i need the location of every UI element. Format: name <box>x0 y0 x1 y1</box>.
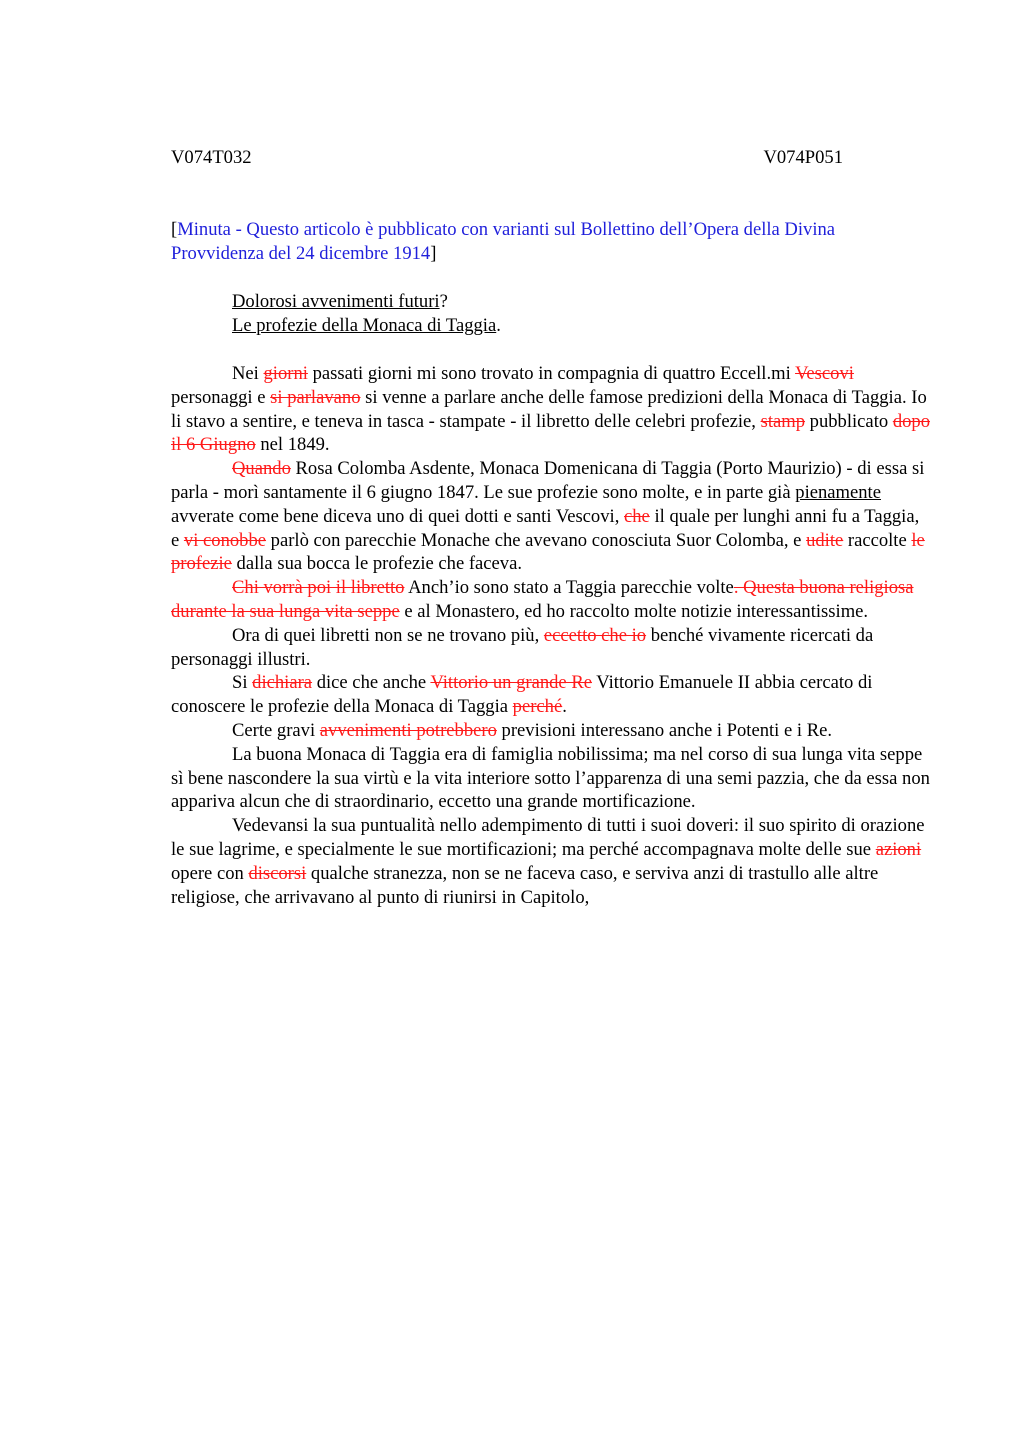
deleted-text: dopo il 6 Giugno <box>171 410 930 456</box>
body-paragraph <box>171 814 931 909</box>
paragraph-text: personaggi e <box>171 386 271 408</box>
paragraph-text: Vittorio Emanuele II abbia cercato di conoscere le profezie della Monaca di Taggia <box>171 672 873 718</box>
title-main-punct: ? <box>439 291 448 312</box>
body-paragraph <box>171 671 931 719</box>
deleted-text: vi conobbe <box>183 529 267 551</box>
paragraph-text: Vedevansi la sua puntualità nello adempimento di tutti i suoi doveri: il suo spirito di orazione le sue lagrime, e specialmente le sue mortificazioni; ma perché accompagnava molte delle sue <box>171 815 925 860</box>
paragraph-text: Ora di quei libretti non se ne trovano più, <box>232 624 544 646</box>
paragraph-text: previsioni interessano anche i Potenti e i Re. <box>496 719 833 741</box>
deleted-text: Vittorio un grande Re <box>430 672 592 694</box>
paragraph-text: parlò con parecchie Monache che avevano conosciuta Suor Colomba, e <box>266 529 807 551</box>
underlined-text: pienamente <box>795 481 881 503</box>
body-paragraph <box>171 719 931 743</box>
document-code-left: V074T032 <box>171 147 252 168</box>
deleted-text: avvenimenti potrebbero <box>319 719 497 741</box>
title-main: Dolorosi avvenimenti futuri <box>232 291 440 312</box>
paragraph-text: raccolte <box>843 529 912 551</box>
deleted-text: che <box>624 505 650 527</box>
paragraph-text: il quale per lunghi anni fu a Taggia, e <box>171 505 920 551</box>
paragraph-text: Si <box>232 672 253 694</box>
paragraph-text: La buona Monaca di Taggia era di famiglia nobilissima; ma nel corso di sua lunga vita seppe sì bene nascondere la sua virtù e la vita interiore sotto l’apparenza di una semi pazzia, che da essa non appariva alcun che di straordinario, eccetto una grande mortificazione. <box>171 743 930 813</box>
paragraph-text: dice che anche <box>312 672 431 694</box>
title-sub-punct: . <box>496 315 501 336</box>
title-sub: Le profezie della Monaca di Taggia <box>232 315 497 336</box>
paragraph-text: opere con <box>171 862 249 884</box>
title-line-2 <box>232 314 501 338</box>
paragraph-text: dalla sua bocca le profezie che faceva. <box>231 553 522 575</box>
paragraph-text: Rosa Colomba Asdente, Monaca Domenicana di Taggia (Porto Maurizio) - di essa si parla - morì santamente il 6 giugno 1847. Le sue profezie sono molte, e in parte già <box>171 458 925 503</box>
paragraph-text: Certe gravi <box>232 719 320 741</box>
deleted-text: Quando <box>232 458 291 480</box>
paragraph-text: Anch’io sono stato a Taggia parecchie volte <box>404 577 734 599</box>
paragraph-text: benché vivamente ricercati da personaggi illustri. <box>171 624 874 670</box>
paragraph-text: qualche stranezza, non se ne faceva caso, e serviva anzi di trastullo alle altre religiose, che arrivavano al punto di riunirsi in Capitolo, <box>171 862 879 908</box>
deleted-text: le profezie <box>171 529 925 575</box>
body-paragraph <box>171 624 931 672</box>
deleted-text: eccetto che io <box>543 624 647 646</box>
deleted-text: Chi vorrà poi il libretto <box>232 577 405 599</box>
note-close-bracket: ] <box>430 243 437 264</box>
note-text: Minuta - Questo articolo è pubblicato con varianti sul Bollettino dell’Opera della Divina Provvidenza del 24 dicembre 1914 <box>171 219 836 264</box>
body-paragraph <box>171 743 931 814</box>
deleted-text: si parlavano <box>270 386 361 408</box>
article-body <box>171 362 931 909</box>
article-titles <box>232 290 501 338</box>
deleted-text: dichiara <box>252 672 313 694</box>
deleted-text: Vescovi <box>795 363 854 384</box>
paragraph-text: pubblicato <box>805 410 893 432</box>
deleted-text: perché <box>512 696 563 718</box>
deleted-text: stamp <box>760 410 806 432</box>
paragraph-text: e al Monastero, ed ho raccolto molte notizie interessantissime. <box>399 600 869 622</box>
body-paragraph <box>171 457 931 576</box>
document-code-right: V074P051 <box>763 147 843 168</box>
paragraph-text: si venne a parlare anche delle famose predizioni della Monaca di Taggia. Io li stavo a sentire, e teneva in tasca - stampate - il libretto delle celebri profezie, <box>171 386 927 432</box>
body-paragraph <box>171 362 931 457</box>
deleted-text: . Questa buona religiosa durante la sua lunga vita seppe <box>171 577 914 622</box>
deleted-text: giorni <box>263 363 308 384</box>
deleted-text: udite <box>806 529 844 551</box>
body-paragraph <box>171 576 931 624</box>
deleted-text: azioni <box>875 838 922 860</box>
paragraph-text: avverate come bene diceva uno di quei dotti e santi Vescovi, <box>171 505 624 527</box>
paragraph-text: passati giorni mi sono trovato in compagnia di quattro Eccell.mi <box>307 363 796 384</box>
paragraph-text: Nei <box>232 363 264 384</box>
deleted-text: discorsi <box>248 862 307 884</box>
note-open-bracket: [ <box>171 219 178 240</box>
paragraph-text: nel 1849. <box>255 434 330 456</box>
title-line-1 <box>232 290 501 314</box>
editorial-note <box>171 218 931 266</box>
paragraph-text: . <box>562 696 567 718</box>
